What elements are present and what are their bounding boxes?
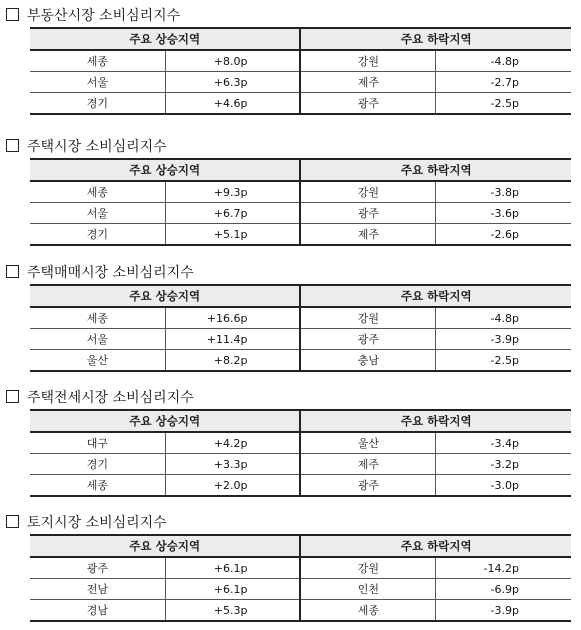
falling-regions-header: 주요 하락지역	[300, 159, 571, 181]
rise-value-cell: +16.6p	[165, 307, 300, 329]
fall-value-cell: -3.8p	[436, 181, 571, 203]
table-row	[30, 350, 571, 372]
rise-value-cell: +9.3p	[165, 181, 300, 203]
fall-value-cell: -14.2p	[436, 557, 571, 579]
table-row	[30, 50, 571, 72]
rise-value-cell: +6.3p	[165, 72, 300, 93]
fall-region-cell: 인천	[300, 579, 435, 600]
falling-regions-header: 주요 하락지역	[300, 28, 571, 50]
rise-value-cell: +5.1p	[165, 224, 300, 246]
rising-regions-header: 주요 상승지역	[30, 159, 300, 181]
table-row	[30, 600, 571, 622]
fall-value-cell: -2.7p	[436, 72, 571, 93]
fall-value-cell: -3.2p	[436, 454, 571, 475]
table-row	[30, 329, 571, 350]
fall-value-cell: -3.6p	[436, 203, 571, 224]
rise-region-cell: 대구	[30, 432, 165, 454]
fall-region-cell: 제주	[300, 224, 435, 246]
fall-region-cell: 제주	[300, 72, 435, 93]
fall-value-cell: -3.0p	[436, 475, 571, 497]
checkbox-square-icon	[6, 390, 19, 403]
table-row	[30, 307, 571, 329]
falling-regions-header: 주요 하락지역	[300, 410, 571, 432]
rise-value-cell: +2.0p	[165, 475, 300, 497]
table-header-row	[30, 285, 571, 307]
rise-region-cell: 세종	[30, 181, 165, 203]
rise-region-cell: 세종	[30, 307, 165, 329]
rise-region-cell: 광주	[30, 557, 165, 579]
fall-value-cell: -3.9p	[436, 329, 571, 350]
rise-value-cell: +8.0p	[165, 50, 300, 72]
fall-value-cell: -3.9p	[436, 600, 571, 622]
table-row	[30, 224, 571, 246]
rise-value-cell: +4.2p	[165, 432, 300, 454]
checkbox-square-icon	[6, 265, 19, 278]
rise-value-cell: +6.1p	[165, 579, 300, 600]
table-header-row	[30, 535, 571, 557]
section-title-text: 주택매매시장 소비심리지수	[27, 265, 194, 281]
fall-region-cell: 광주	[300, 329, 435, 350]
table-row	[30, 432, 571, 454]
fall-value-cell: -6.9p	[436, 579, 571, 600]
rise-value-cell: +3.3p	[165, 454, 300, 475]
rise-region-cell: 경기	[30, 224, 165, 246]
table-row	[30, 475, 571, 497]
table-row	[30, 557, 571, 579]
table-header-row	[30, 28, 571, 50]
rise-value-cell: +8.2p	[165, 350, 300, 372]
fall-region-cell: 충남	[300, 350, 435, 372]
section-title-text: 주택시장 소비심리지수	[27, 139, 167, 155]
rise-region-cell: 세종	[30, 475, 165, 497]
rising-regions-header: 주요 상승지역	[30, 28, 300, 50]
rise-region-cell: 세종	[30, 50, 165, 72]
fall-region-cell: 광주	[300, 93, 435, 115]
section-title	[6, 262, 194, 284]
falling-regions-header: 주요 하락지역	[300, 285, 571, 307]
rise-region-cell: 서울	[30, 72, 165, 93]
checkbox-square-icon	[6, 515, 19, 528]
rise-region-cell: 서울	[30, 329, 165, 350]
fall-value-cell: -2.5p	[436, 93, 571, 115]
region-table	[30, 158, 571, 246]
table-row	[30, 72, 571, 93]
fall-region-cell: 세종	[300, 600, 435, 622]
table-header-row	[30, 159, 571, 181]
fall-region-cell: 제주	[300, 454, 435, 475]
section-title	[6, 5, 180, 27]
fall-region-cell: 강원	[300, 557, 435, 579]
section-title	[6, 512, 167, 534]
section-title-text: 토지시장 소비심리지수	[27, 515, 167, 531]
rising-regions-header: 주요 상승지역	[30, 410, 300, 432]
fall-region-cell: 강원	[300, 50, 435, 72]
rise-region-cell: 경기	[30, 454, 165, 475]
rise-region-cell: 울산	[30, 350, 165, 372]
region-table	[30, 284, 571, 372]
table-row	[30, 579, 571, 600]
section-title	[6, 136, 167, 158]
table-row	[30, 93, 571, 115]
table-row	[30, 181, 571, 203]
checkbox-square-icon	[6, 8, 19, 21]
rise-region-cell: 전남	[30, 579, 165, 600]
table-row	[30, 203, 571, 224]
table-row	[30, 454, 571, 475]
fall-value-cell: -4.8p	[436, 50, 571, 72]
fall-region-cell: 강원	[300, 307, 435, 329]
fall-region-cell: 울산	[300, 432, 435, 454]
rise-region-cell: 경기	[30, 93, 165, 115]
falling-regions-header: 주요 하락지역	[300, 535, 571, 557]
rise-value-cell: +4.6p	[165, 93, 300, 115]
rise-value-cell: +6.1p	[165, 557, 300, 579]
fall-value-cell: -2.6p	[436, 224, 571, 246]
rising-regions-header: 주요 상승지역	[30, 285, 300, 307]
rising-regions-header: 주요 상승지역	[30, 535, 300, 557]
fall-value-cell: -3.4p	[436, 432, 571, 454]
section-title-text: 부동산시장 소비심리지수	[27, 8, 181, 24]
checkbox-square-icon	[6, 139, 19, 152]
region-table	[30, 27, 571, 115]
fall-region-cell: 광주	[300, 203, 435, 224]
fall-value-cell: -4.8p	[436, 307, 571, 329]
rise-value-cell: +5.3p	[165, 600, 300, 622]
section-title-text: 주택전세시장 소비심리지수	[27, 390, 194, 406]
section-title	[6, 387, 194, 409]
region-table	[30, 409, 571, 497]
fall-value-cell: -2.5p	[436, 350, 571, 372]
fall-region-cell: 강원	[300, 181, 435, 203]
region-table	[30, 534, 571, 622]
rise-region-cell: 서울	[30, 203, 165, 224]
rise-value-cell: +6.7p	[165, 203, 300, 224]
rise-value-cell: +11.4p	[165, 329, 300, 350]
table-header-row	[30, 410, 571, 432]
rise-region-cell: 경남	[30, 600, 165, 622]
fall-region-cell: 광주	[300, 475, 435, 497]
